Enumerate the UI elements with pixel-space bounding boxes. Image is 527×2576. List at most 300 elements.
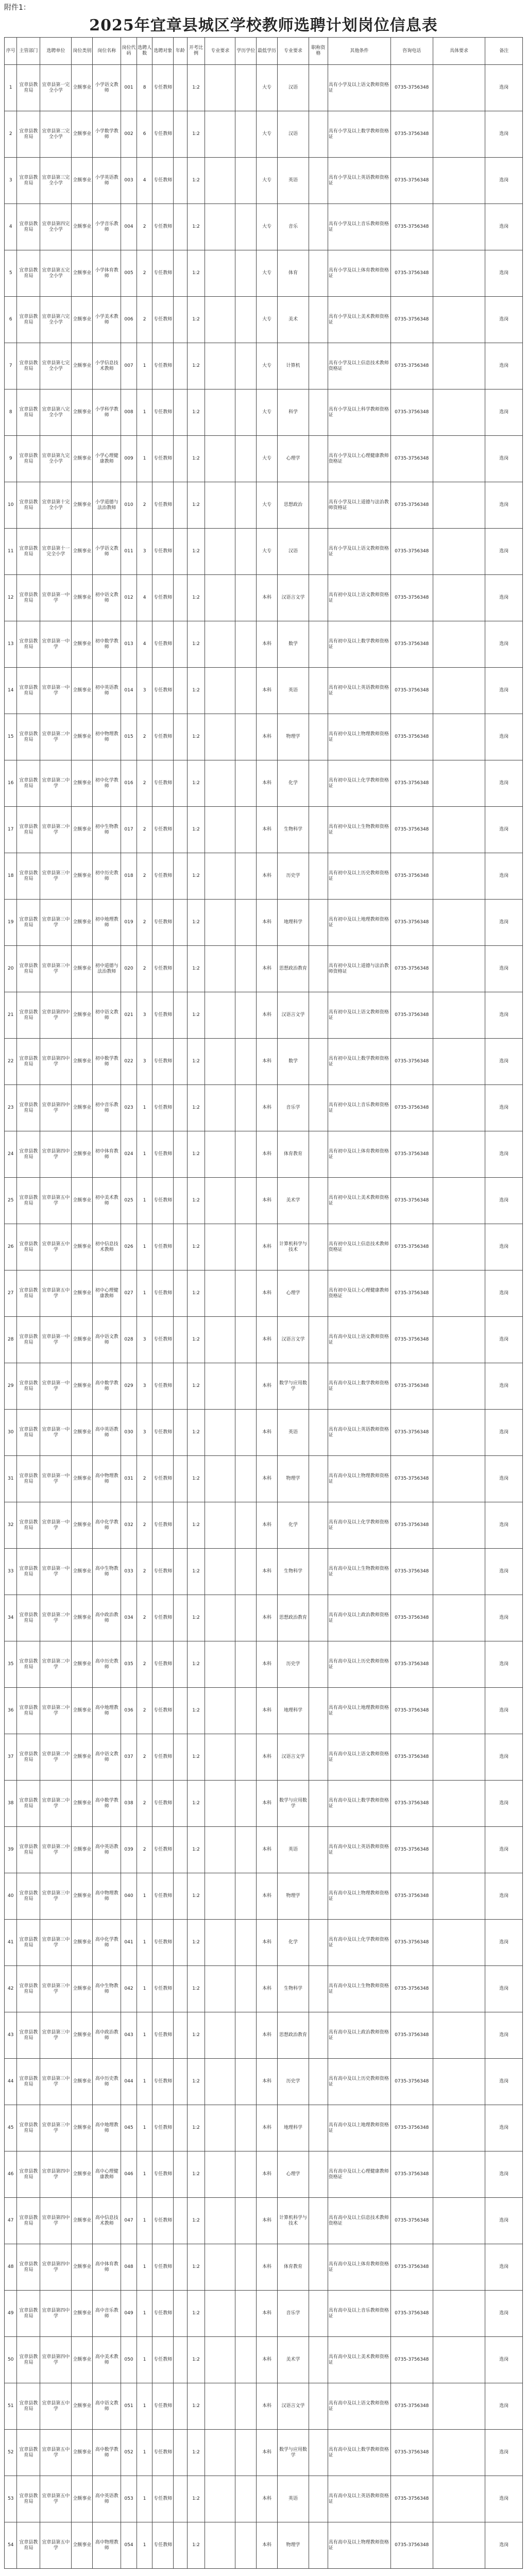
table-cell: 初中体育教师 xyxy=(93,1131,121,1178)
table-cell xyxy=(205,900,235,946)
table-cell: 1:2 xyxy=(187,343,205,389)
table-cell xyxy=(309,2337,328,2383)
table-cell: 具有初中及以上英语教师资格证 xyxy=(328,668,390,714)
table-cell: 高中英语教师 xyxy=(93,1410,121,1456)
table-cell: 本科 xyxy=(257,1178,278,1224)
table-cell xyxy=(433,575,485,621)
table-cell: 22 xyxy=(5,1039,17,1085)
table-cell: 宜章县教育局 xyxy=(17,1317,40,1363)
table-cell: 0735-3756348 xyxy=(391,1641,433,1688)
table-cell: 全额事业 xyxy=(72,1317,93,1363)
table-cell: 专任教师 xyxy=(152,436,174,482)
table-cell: 012 xyxy=(121,575,137,621)
table-cell: 宜章县第三中学 xyxy=(40,2105,72,2151)
table-cell: 1:2 xyxy=(187,575,205,621)
table-cell: 1:2 xyxy=(187,1549,205,1595)
column-header: 其他条件 xyxy=(328,38,390,65)
table-row xyxy=(5,1456,523,1502)
table-cell: 0735-3756348 xyxy=(391,575,433,621)
table-cell: 全额事业 xyxy=(72,297,93,343)
table-row xyxy=(5,621,523,668)
table-cell: 专任教师 xyxy=(152,621,174,668)
table-cell: 027 xyxy=(121,1270,137,1317)
table-cell xyxy=(235,2105,257,2151)
table-cell: 宜章县第四中学 xyxy=(40,2151,72,2198)
table-cell xyxy=(174,2383,188,2430)
table-row xyxy=(5,992,523,1039)
table-cell: 宜章县教育局 xyxy=(17,992,40,1039)
table-cell: 宜章县教育局 xyxy=(17,1549,40,1595)
table-cell: 专任教师 xyxy=(152,343,174,389)
table-cell: 小学语文教师 xyxy=(93,529,121,575)
table-cell: 0735-3756348 xyxy=(391,2430,433,2476)
table-cell: 思想政治 xyxy=(277,482,309,529)
table-cell: 1:2 xyxy=(187,1641,205,1688)
table-cell: 生物科学 xyxy=(277,1549,309,1595)
table-cell: 本科 xyxy=(257,1270,278,1317)
column-header: 学历学位 xyxy=(235,38,257,65)
table-cell: 1:2 xyxy=(187,1456,205,1502)
table-cell: 全额事业 xyxy=(72,1641,93,1688)
table-cell: 0735-3756348 xyxy=(391,760,433,807)
table-cell xyxy=(205,2198,235,2244)
table-cell: 专任教师 xyxy=(152,807,174,853)
table-cell: 选岗 xyxy=(485,2430,523,2476)
table-cell: 020 xyxy=(121,946,137,992)
table-cell: 18 xyxy=(5,853,17,900)
table-cell xyxy=(205,111,235,158)
table-cell: 选岗 xyxy=(485,1410,523,1456)
table-cell: 宜章县第一中学 xyxy=(40,1549,72,1595)
table-cell: 专任教师 xyxy=(152,1270,174,1317)
table-cell: 本科 xyxy=(257,1317,278,1363)
table-cell xyxy=(433,1595,485,1641)
table-cell: 009 xyxy=(121,436,137,482)
table-cell: 7 xyxy=(5,343,17,389)
table-cell: 宜章县教育局 xyxy=(17,2012,40,2059)
table-cell xyxy=(174,1224,188,1270)
table-row xyxy=(5,1781,523,1827)
table-cell: 2 xyxy=(137,853,152,900)
table-cell: 宜章县教育局 xyxy=(17,2151,40,2198)
table-cell xyxy=(174,2476,188,2522)
table-cell: 选岗 xyxy=(485,1363,523,1410)
table-cell: 专任教师 xyxy=(152,1178,174,1224)
table-cell: 1:2 xyxy=(187,2476,205,2522)
table-row xyxy=(5,1270,523,1317)
table-cell: 1:2 xyxy=(187,2059,205,2105)
table-cell: 宜章县教育局 xyxy=(17,575,40,621)
table-cell: 本科 xyxy=(257,1039,278,1085)
table-cell xyxy=(174,668,188,714)
table-cell: 专任教师 xyxy=(152,482,174,529)
table-cell: 宜章县教育局 xyxy=(17,2430,40,2476)
table-row xyxy=(5,2105,523,2151)
table-row xyxy=(5,1873,523,1920)
table-cell: 全额事业 xyxy=(72,2198,93,2244)
table-cell xyxy=(309,250,328,297)
table-cell: 具有初中及以上化学教师资格证 xyxy=(328,760,390,807)
table-cell xyxy=(205,575,235,621)
table-cell xyxy=(205,1410,235,1456)
table-cell: 宜章县第一中学 xyxy=(40,1317,72,1363)
table-cell: 041 xyxy=(121,1920,137,1966)
table-cell: 具有高中及以上音乐教师资格证 xyxy=(328,2291,390,2337)
table-cell: 选岗 xyxy=(485,760,523,807)
table-cell xyxy=(309,111,328,158)
table-cell: 本科 xyxy=(257,714,278,760)
table-cell: 0735-3756348 xyxy=(391,1966,433,2012)
table-cell: 3 xyxy=(137,992,152,1039)
table-cell xyxy=(309,389,328,436)
table-cell: 2 xyxy=(137,714,152,760)
table-cell: 宜章县第二中学 xyxy=(40,760,72,807)
column-header: 岗位名称 xyxy=(93,38,121,65)
table-cell xyxy=(235,158,257,204)
table-cell: 选岗 xyxy=(485,204,523,250)
table-row xyxy=(5,343,523,389)
table-cell: 1:2 xyxy=(187,668,205,714)
table-cell: 全额事业 xyxy=(72,1781,93,1827)
table-cell: 1:2 xyxy=(187,1039,205,1085)
table-cell: 思想政治教育 xyxy=(277,2012,309,2059)
table-cell: 宜章县教育局 xyxy=(17,111,40,158)
table-cell: 宜章县教育局 xyxy=(17,1270,40,1317)
table-cell: 选岗 xyxy=(485,1502,523,1549)
table-cell: 1:2 xyxy=(187,2105,205,2151)
table-cell xyxy=(205,1827,235,1873)
table-cell: 宜章县教育局 xyxy=(17,1410,40,1456)
table-cell xyxy=(205,853,235,900)
table-cell: 选岗 xyxy=(485,297,523,343)
table-cell xyxy=(433,529,485,575)
table-cell: 宜章县教育局 xyxy=(17,2383,40,2430)
table-cell: 宜章县第四中学 xyxy=(40,2244,72,2291)
table-cell: 宜章县第四完全小学 xyxy=(40,204,72,250)
table-cell: 1:2 xyxy=(187,1410,205,1456)
table-cell xyxy=(205,158,235,204)
table-cell: 本科 xyxy=(257,668,278,714)
table-cell xyxy=(235,1966,257,2012)
table-cell: 本科 xyxy=(257,1502,278,1549)
table-cell: 宜章县教育局 xyxy=(17,2059,40,2105)
table-cell: 宜章县教育局 xyxy=(17,1827,40,1873)
table-cell: 宜章县第二中学 xyxy=(40,1641,72,1688)
table-cell: 宜章县第九完全小学 xyxy=(40,436,72,482)
table-cell: 全额事业 xyxy=(72,1363,93,1410)
table-cell: 0735-3756348 xyxy=(391,1456,433,1502)
table-cell: 选岗 xyxy=(485,65,523,111)
table-cell xyxy=(433,992,485,1039)
table-cell: 宜章县第三中学 xyxy=(40,2012,72,2059)
table-cell: 高中政治教师 xyxy=(93,1595,121,1641)
table-cell xyxy=(235,2337,257,2383)
table-cell: 本科 xyxy=(257,2383,278,2430)
table-cell: 40 xyxy=(5,1873,17,1920)
table-cell: 全额事业 xyxy=(72,482,93,529)
table-cell xyxy=(433,482,485,529)
table-cell: 本科 xyxy=(257,2059,278,2105)
table-cell: 专任教师 xyxy=(152,529,174,575)
table-cell: 本科 xyxy=(257,1131,278,1178)
table-cell xyxy=(433,1456,485,1502)
table-cell: 全额事业 xyxy=(72,1270,93,1317)
table-cell: 具有高中及以上历史教师资格证 xyxy=(328,2059,390,2105)
table-cell xyxy=(235,1410,257,1456)
table-cell xyxy=(205,1363,235,1410)
table-row xyxy=(5,2198,523,2244)
table-cell: 音乐学 xyxy=(277,1085,309,1131)
table-cell: 021 xyxy=(121,992,137,1039)
table-cell: 3 xyxy=(137,1039,152,1085)
table-cell: 宜章县教育局 xyxy=(17,1085,40,1131)
column-header: 专业要求 xyxy=(277,38,309,65)
table-cell xyxy=(205,760,235,807)
table-cell: 宜章县教育局 xyxy=(17,250,40,297)
table-cell: 宜章县第七完全小学 xyxy=(40,343,72,389)
table-cell: 宜章县教育局 xyxy=(17,2522,40,2569)
table-cell: 全额事业 xyxy=(72,807,93,853)
table-cell: 地理科学 xyxy=(277,900,309,946)
table-cell: 1:2 xyxy=(187,2337,205,2383)
table-cell xyxy=(309,2151,328,2198)
table-cell: 0735-3756348 xyxy=(391,1224,433,1270)
table-cell: 大专 xyxy=(257,250,278,297)
table-cell: 007 xyxy=(121,343,137,389)
table-cell xyxy=(433,158,485,204)
table-cell: 宜章县第一中学 xyxy=(40,1456,72,1502)
table-cell: 宜章县教育局 xyxy=(17,1456,40,1502)
table-cell: 本科 xyxy=(257,2198,278,2244)
table-cell xyxy=(235,1781,257,1827)
table-cell: 38 xyxy=(5,1781,17,1827)
table-cell xyxy=(235,992,257,1039)
table-cell: 具有高中及以上生物教师资格证 xyxy=(328,1549,390,1595)
table-cell: 全额事业 xyxy=(72,2105,93,2151)
table-cell: 046 xyxy=(121,2151,137,2198)
table-cell: 本科 xyxy=(257,992,278,1039)
table-cell: 053 xyxy=(121,2476,137,2522)
table-cell xyxy=(433,1734,485,1781)
page-title: 2025年宜章县城区学校教师选聘计划岗位信息表 xyxy=(89,16,438,35)
table-cell: 1:2 xyxy=(187,714,205,760)
table-cell xyxy=(309,1920,328,1966)
table-cell: 1:2 xyxy=(187,111,205,158)
table-cell: 1 xyxy=(137,2244,152,2291)
table-cell xyxy=(309,1641,328,1688)
table-cell: 本科 xyxy=(257,1734,278,1781)
table-row xyxy=(5,2012,523,2059)
table-cell xyxy=(235,1085,257,1131)
table-cell: 宜章县第二中学 xyxy=(40,1781,72,1827)
table-row xyxy=(5,158,523,204)
table-cell: 0735-3756348 xyxy=(391,2198,433,2244)
column-header: 主管部门 xyxy=(17,38,40,65)
table-row xyxy=(5,1920,523,1966)
table-cell: 全额事业 xyxy=(72,1873,93,1920)
table-cell xyxy=(309,2291,328,2337)
table-cell: 011 xyxy=(121,529,137,575)
table-cell: 宜章县教育局 xyxy=(17,1688,40,1734)
table-cell: 51 xyxy=(5,2383,17,2430)
table-cell: 8 xyxy=(5,389,17,436)
table-cell: 宜章县教育局 xyxy=(17,1781,40,1827)
table-cell: 0735-3756348 xyxy=(391,343,433,389)
table-row xyxy=(5,668,523,714)
table-cell: 专任教师 xyxy=(152,760,174,807)
table-cell: 具有高中及以上体育教师资格证 xyxy=(328,2244,390,2291)
table-cell xyxy=(309,1502,328,1549)
table-cell: 专任教师 xyxy=(152,1966,174,2012)
table-cell: 具有小学及以上道德与法治教师资格证 xyxy=(328,482,390,529)
table-cell: 本科 xyxy=(257,853,278,900)
table-cell: 31 xyxy=(5,1456,17,1502)
table-cell: 20 xyxy=(5,946,17,992)
table-cell: 宜章县教育局 xyxy=(17,204,40,250)
table-cell: 具有高中及以上数学教师资格证 xyxy=(328,2430,390,2476)
table-cell: 全额事业 xyxy=(72,2291,93,2337)
table-cell: 宜章县教育局 xyxy=(17,343,40,389)
table-cell: 50 xyxy=(5,2337,17,2383)
table-cell: 28 xyxy=(5,1317,17,1363)
table-cell xyxy=(174,1595,188,1641)
table-cell: 本科 xyxy=(257,2337,278,2383)
table-cell: 宜章县第一中学 xyxy=(40,575,72,621)
table-cell xyxy=(174,2430,188,2476)
table-cell: 专任教师 xyxy=(152,1688,174,1734)
table-cell: 专任教师 xyxy=(152,1410,174,1456)
table-cell: 物理学 xyxy=(277,1456,309,1502)
table-cell: 高中体育教师 xyxy=(93,2244,121,2291)
table-cell: 具有高中及以上化学教师资格证 xyxy=(328,1502,390,1549)
table-cell: 本科 xyxy=(257,1549,278,1595)
table-cell: 宜章县第六完全小学 xyxy=(40,297,72,343)
table-cell: 019 xyxy=(121,900,137,946)
table-cell: 小学体育教师 xyxy=(93,250,121,297)
table-cell: 040 xyxy=(121,1873,137,1920)
table-cell xyxy=(174,807,188,853)
table-cell xyxy=(174,65,188,111)
table-cell xyxy=(174,1502,188,1549)
table-cell: 选岗 xyxy=(485,714,523,760)
table-cell xyxy=(235,2198,257,2244)
table-cell xyxy=(205,1734,235,1781)
table-cell: 专任教师 xyxy=(152,900,174,946)
table-cell: 015 xyxy=(121,714,137,760)
table-cell: 1:2 xyxy=(187,65,205,111)
table-cell: 具有初中及以上物理教师资格证 xyxy=(328,714,390,760)
table-cell xyxy=(433,1085,485,1131)
table-cell: 专任教师 xyxy=(152,575,174,621)
column-header: 咨询电话 xyxy=(391,38,433,65)
table-cell: 026 xyxy=(121,1224,137,1270)
table-cell: 宜章县教育局 xyxy=(17,2244,40,2291)
table-cell: 1 xyxy=(137,2476,152,2522)
table-cell: 1 xyxy=(137,1873,152,1920)
table-cell xyxy=(174,1039,188,1085)
table-cell: 本科 xyxy=(257,900,278,946)
table-cell xyxy=(433,1502,485,1549)
table-cell: 专任教师 xyxy=(152,2105,174,2151)
table-cell: 全额事业 xyxy=(72,1688,93,1734)
table-row xyxy=(5,1224,523,1270)
column-header: 年龄 xyxy=(174,38,188,65)
table-row xyxy=(5,2059,523,2105)
table-cell xyxy=(433,853,485,900)
table-cell: 具有小学及以上心理健康教师资格证 xyxy=(328,436,390,482)
table-cell: 1 xyxy=(137,2291,152,2337)
table-cell xyxy=(174,1317,188,1363)
table-cell: 选岗 xyxy=(485,2337,523,2383)
table-row xyxy=(5,1688,523,1734)
table-cell: 全额事业 xyxy=(72,992,93,1039)
table-cell: 初中数学教师 xyxy=(93,1039,121,1085)
table-cell: 0735-3756348 xyxy=(391,946,433,992)
table-cell: 002 xyxy=(121,111,137,158)
table-cell: 0735-3756348 xyxy=(391,1920,433,1966)
table-cell: 24 xyxy=(5,1131,17,1178)
table-cell: 47 xyxy=(5,2198,17,2244)
table-cell: 具有小学及以上语文教师资格证 xyxy=(328,529,390,575)
table-cell: 本科 xyxy=(257,2430,278,2476)
table-cell: 宜章县教育局 xyxy=(17,1039,40,1085)
table-cell xyxy=(174,2337,188,2383)
table-cell: 具有初中及以上信息技术教师资格证 xyxy=(328,1224,390,1270)
table-cell xyxy=(309,2522,328,2569)
table-cell: 全额事业 xyxy=(72,1966,93,2012)
table-cell: 专任教师 xyxy=(152,1502,174,1549)
table-cell: 汉语言文学 xyxy=(277,1734,309,1781)
table-cell: 0735-3756348 xyxy=(391,2105,433,2151)
table-cell: 宜章县教育局 xyxy=(17,853,40,900)
table-cell xyxy=(235,111,257,158)
table-cell: 专任教师 xyxy=(152,1827,174,1873)
table-cell: 全额事业 xyxy=(72,2337,93,2383)
table-cell xyxy=(174,1966,188,2012)
table-cell: 018 xyxy=(121,853,137,900)
table-cell: 具有高中及以上数学教师资格证 xyxy=(328,1363,390,1410)
table-cell xyxy=(174,1688,188,1734)
table-cell: 专任教师 xyxy=(152,204,174,250)
table-cell: 具有高中及以上地理教师资格证 xyxy=(328,1688,390,1734)
table-cell xyxy=(235,1317,257,1363)
table-cell xyxy=(309,760,328,807)
table-cell: 1:2 xyxy=(187,1502,205,1549)
table-cell: 0735-3756348 xyxy=(391,853,433,900)
table-row xyxy=(5,900,523,946)
table-row xyxy=(5,1317,523,1363)
table-cell: 宜章县教育局 xyxy=(17,1224,40,1270)
table-cell: 024 xyxy=(121,1131,137,1178)
table-cell xyxy=(174,2198,188,2244)
table-cell: 54 xyxy=(5,2522,17,2569)
table-cell: 宜章县教育局 xyxy=(17,2105,40,2151)
table-cell: 初中历史教师 xyxy=(93,853,121,900)
table-cell xyxy=(433,2430,485,2476)
table-cell: 0735-3756348 xyxy=(391,900,433,946)
table-cell: 宜章县第三中学 xyxy=(40,2059,72,2105)
table-cell xyxy=(309,1131,328,1178)
table-cell: 高中信息技术教师 xyxy=(93,2198,121,2244)
table-cell: 小学数学教师 xyxy=(93,111,121,158)
table-cell: 高中历史教师 xyxy=(93,2059,121,2105)
table-cell xyxy=(433,2012,485,2059)
table-cell: 2 xyxy=(137,1781,152,1827)
table-cell: 0735-3756348 xyxy=(391,2476,433,2522)
table-cell xyxy=(433,2476,485,2522)
table-cell: 汉语言文学 xyxy=(277,575,309,621)
table-cell xyxy=(235,65,257,111)
